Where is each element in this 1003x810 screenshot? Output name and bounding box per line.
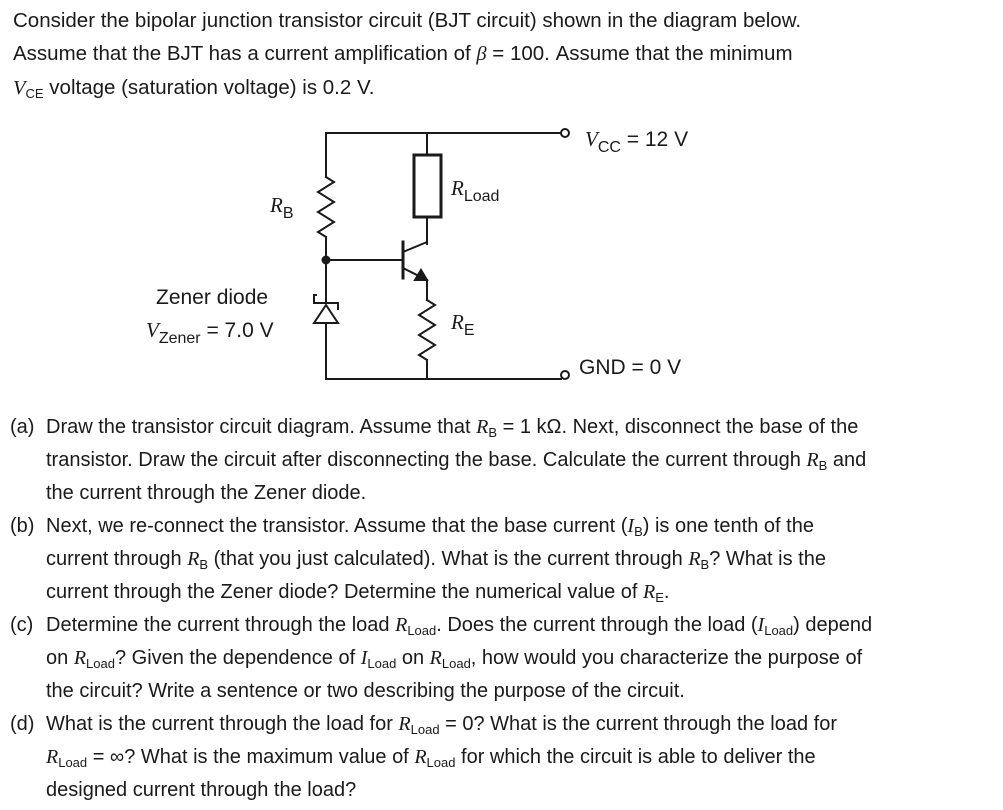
rb-label: $R_B$ — [270, 193, 294, 222]
question-d-tag: (d) — [10, 713, 35, 735]
npn-transistor-symbol — [403, 242, 427, 280]
rload-resistor — [414, 155, 441, 217]
question-c: (c) Determine the current through the load $R_{Load}$. Does the current through the load $(I_{Load})$ depend on $R_{Load}$? Given the dependence of $I_{Load}$ on $R_{Load}$, how would you characterize the purpose of the circuit? Write a sentence or two describing the purpose of the circuit. — [10, 609, 880, 708]
question-b-tag: (b) — [10, 515, 35, 537]
vcc-terminal — [561, 129, 569, 137]
question-b: (b) Next, we re-connect the transistor. Assume that the base current $(I_B)$ is one tenth of the current through $R_B$ (that you just calculated). What is the current through $R_B$? What is the current through the Zener diode? Determine the numerical value of $R_E$. — [10, 510, 880, 609]
question-c-tag: (c) — [10, 614, 34, 636]
beta-symbol: β — [476, 43, 487, 65]
intro-line-1: Consider the bipolar junction transistor circuit (BJT circuit) shown in the diagram below. — [13, 9, 802, 32]
zener-diode-label: Zener diode — [156, 286, 269, 309]
rload-label: $R_{Load}$ — [451, 176, 500, 205]
question-a-tag: (a) — [10, 416, 35, 438]
zener-diode-symbol — [314, 295, 338, 379]
base-node-dot — [323, 257, 330, 264]
rb-resistor — [318, 177, 334, 237]
gnd-label: GND = 0 V — [579, 356, 682, 379]
re-resistor — [419, 300, 435, 360]
gnd-terminal — [561, 371, 569, 379]
intro-line-2: Assume that the BJT has a current amplification of β = 100. Assume that the minimum — [13, 42, 793, 65]
question-a: (a) Draw the transistor circuit diagram. Assume that $R_B = 1$ kΩ. Next, disconnect the base of the transistor. Draw the circuit after disconnecting the base. Calculate the current through $R_B$ and the current through the Zener diode. — [10, 411, 880, 510]
vcc-label: $V_{CC} = 12$ V — [585, 127, 689, 156]
re-label: $R_E$ — [451, 310, 475, 339]
questions-list — [10, 411, 880, 807]
question-d: (d) What is the current through the load for $R_{Load} = 0$? What is the current through the load for $R_{Load}$ = ∞? What is the maximum value of $R_{Load}$ for which the circuit is able to deliver the designed current through the load? — [10, 708, 880, 807]
intro-line-3: $V_{CE}$ voltage (saturation voltage) is 0.2 V. — [13, 76, 375, 101]
vzener-label: $V_{Zener} = 7.0$ V — [146, 318, 274, 347]
